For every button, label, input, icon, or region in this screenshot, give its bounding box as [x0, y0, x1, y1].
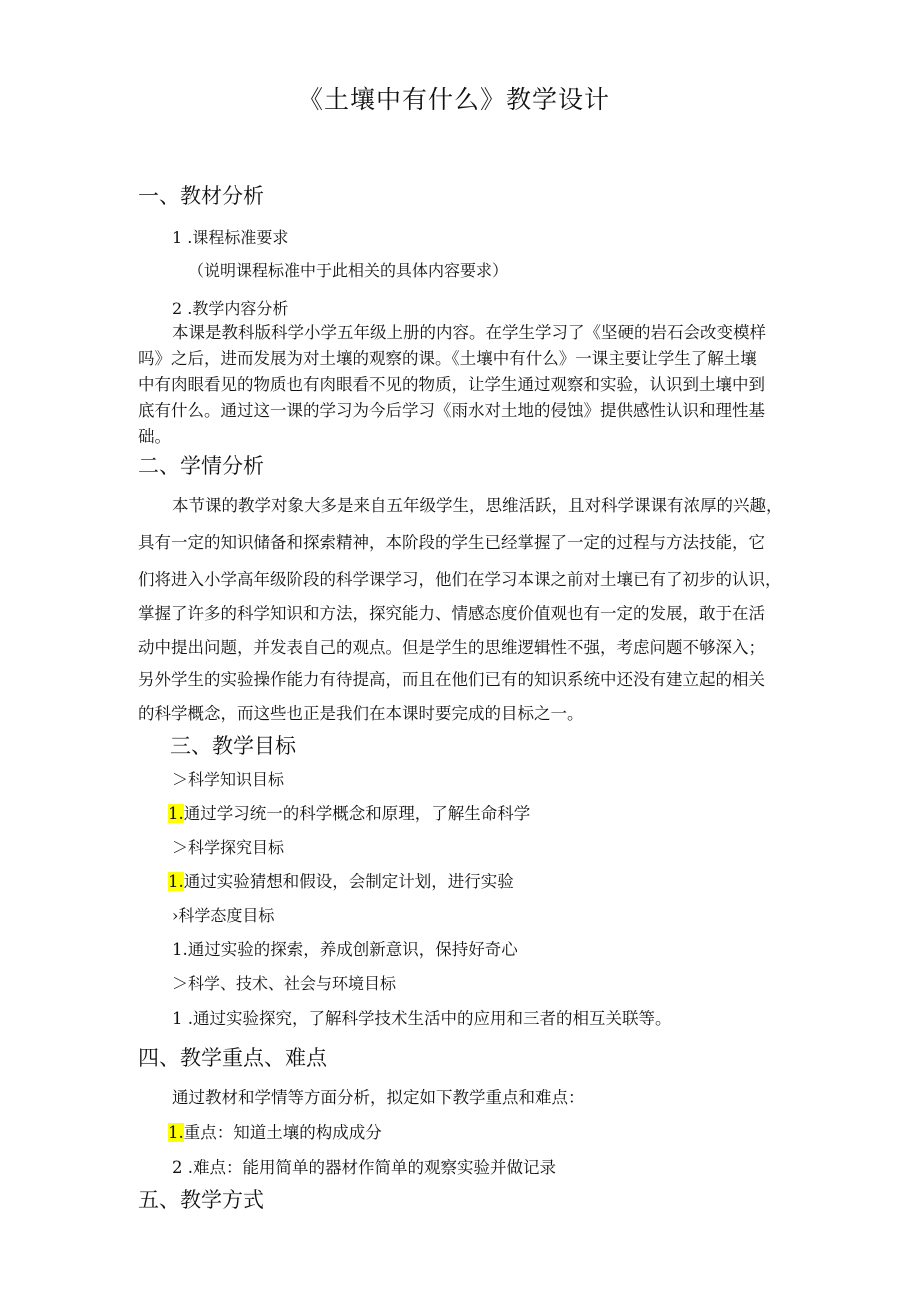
list-number-highlight: 1. [168, 872, 184, 891]
goal-category-knowledge: ＞科学知识目标 [172, 770, 285, 789]
keypoint-item [168, 1119, 382, 1143]
goal-item-sts: 1 .通过实验探究，了解科学技术生活中的应用和三者的相互关联等。 [172, 1009, 672, 1028]
list-number-highlight: 1. [168, 1123, 184, 1142]
paragraph-line: 吗》之后，进而发展为对土壤的观察的课。《土壤中有什么》一课主要让学生了解土壤 [138, 349, 757, 368]
goal-category-inquiry: ＞科学探究目标 [172, 838, 285, 857]
section-heading-2: 二、学情分析 [138, 454, 264, 478]
section-heading-3: 三、教学目标 [170, 734, 296, 758]
goal-item-knowledge [168, 800, 530, 824]
paragraph-line: 们将进入小学高年级阶段的科学课学习，他们在学习本课之前对土壤已有了初步的认识， [138, 570, 782, 589]
goal-item-text: 通过学习统一的科学概念和原理，了解生命科学 [183, 804, 531, 823]
goal-item-attitude: 1.通过实验的探索，养成创新意识，保持好奇心 [172, 940, 518, 959]
difficulty-item: 2 .难点：能用简单的器材作简单的观察实验并做记录 [172, 1158, 556, 1177]
paragraph-line: 本课是教科版科学小学五年级上册的内容。在学生学习了《坚硬的岩石会改变模样 [172, 323, 766, 342]
document-title: 《土壤中有什么》教学设计 [298, 85, 611, 114]
section-heading-4: 四、教学重点、难点 [138, 1046, 327, 1070]
goal-item-text: 通过实验猜想和假设，会制定计划，进行实验 [183, 872, 514, 891]
paragraph-line: 动中提出问题，并发表自己的观点。但是学生的思维逻辑性不强，考虑问题不够深入； [138, 638, 765, 657]
goal-category-sts: ＞科学、技术、社会与环境目标 [172, 974, 397, 993]
goal-category-attitude: ›科学态度目标 [172, 906, 275, 925]
paragraph-line: 的科学概念，而这些也正是我们在本课时要完成的目标之一。 [138, 704, 584, 723]
paragraph-line: 中有肉眼看见的物质也有肉眼看不见的物质，让学生通过观察和实验，认识到土壤中到 [138, 375, 765, 394]
section-heading-5: 五、教学方式 [138, 1188, 264, 1212]
goal-item-inquiry [168, 868, 514, 892]
paragraph-line: 础。 [138, 427, 171, 446]
list-number-highlight: 1. [168, 804, 184, 823]
paragraph-line: 掌握了许多的科学知识和方法，探究能力、情感态度价值观也有一定的发展，敢于在活 [138, 604, 765, 623]
subheading-content-analysis: 2 .教学内容分析 [172, 299, 289, 318]
keypoints-intro: 通过教材和学情等方面分析，拟定如下教学重点和难点： [172, 1088, 585, 1107]
curriculum-note: （说明课程标准中于此相关的具体内容要求） [188, 261, 509, 280]
paragraph-line: 底有什么。通过这一课的学习为今后学习《雨水对土地的侵蚀》提供感性认识和理性基 [138, 401, 765, 420]
keypoint-text: 重点：知道土壤的构成成分 [183, 1123, 382, 1142]
paragraph-line: 具有一定的知识储备和探索精神，本阶段的学生已经掌握了一定的过程与方法技能，它 [138, 533, 765, 552]
subheading-curriculum-standard: 1 .课程标准要求 [172, 228, 289, 247]
paragraph-line: 另外学生的实验操作能力有待提高，而且在他们已有的知识系统中还没有建立起的相关 [138, 670, 765, 689]
section-heading-1: 一、教材分析 [138, 184, 264, 208]
paragraph-line: 本节课的教学对象大多是来自五年级学生，思维活跃，且对科学课课有浓厚的兴趣， [172, 496, 783, 515]
